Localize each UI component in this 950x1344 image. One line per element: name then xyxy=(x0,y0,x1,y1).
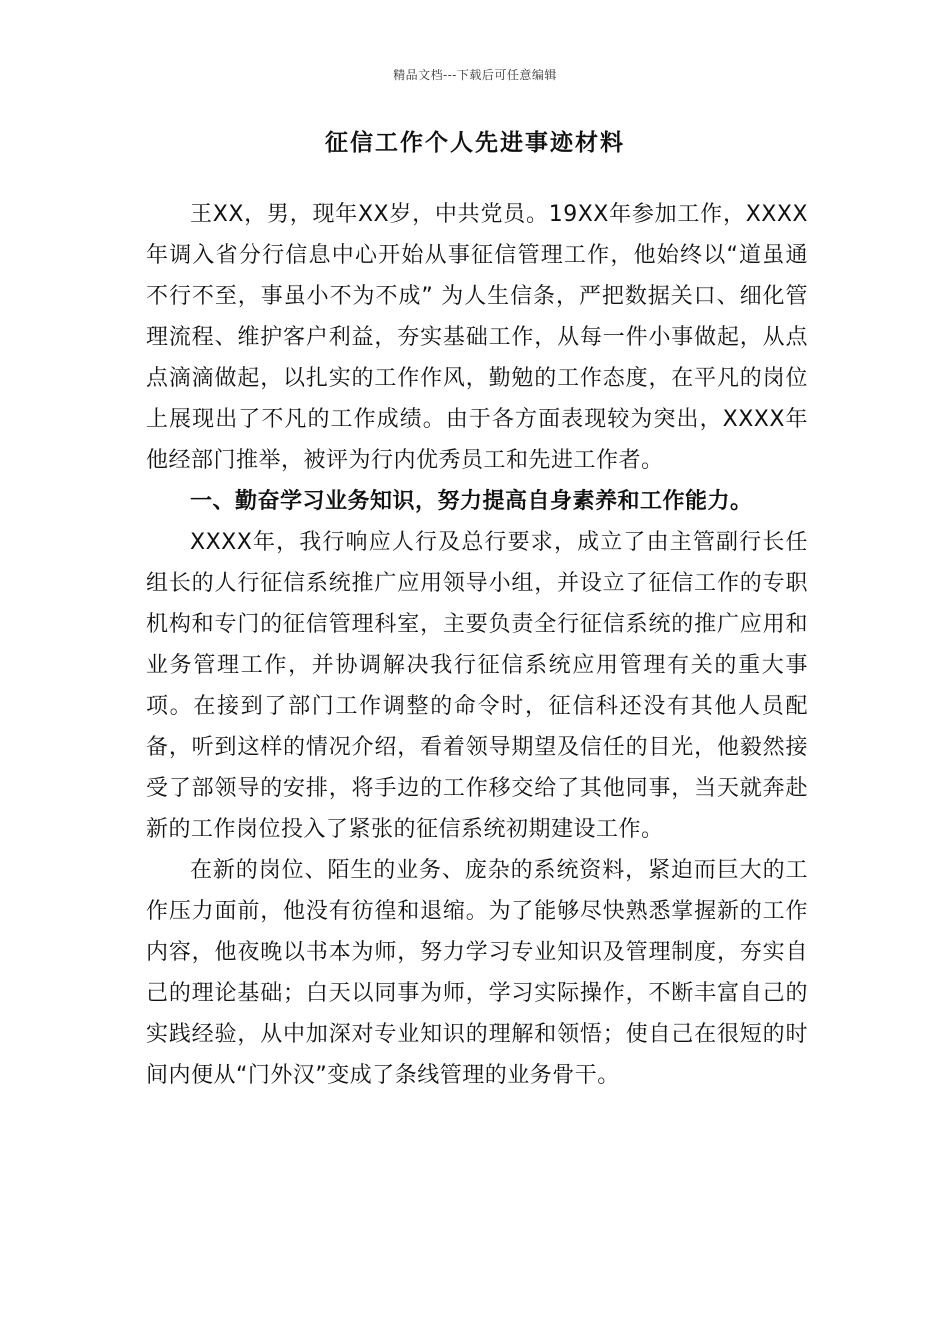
paragraph-intro: 王XX，男，现年XX岁，中共党员。19XX年参加工作，XXXX年调入省分行信息中心开始从事征信管理工作，他始终以“道虽通不行不至，事虽小不为不成” 为人生信条，严把数据关口、细化管理流程、维护客户利益，夯实基础工作，从每一件小事做起，从点点滴滴做起，以扎实的工作作风，勤勉的工作态度，在平凡的岗位上展现出了不凡的工作成绩。由于各方面表现较为突出，XXXX年他经部门推举，被评为行内优秀员工和先进工作者。 xyxy=(146,202,808,473)
page-header: 精品文档---下载后可任意编辑 xyxy=(393,68,557,82)
section-heading-1: 一、勤奋学习业务知识，努力提高自身素养和工作能力。 xyxy=(190,489,753,514)
document-body xyxy=(146,194,808,1096)
paragraph-section-1-a: XXXX年，我行响应人行及总行要求，成立了由主管副行长任组长的人行征信系统推广应用领导小组，并设立了征信工作的专职机构和专门的征信管理科室，主要负责全行征信系统的推广应用和业务管理工作，并协调解决我行征信系统应用管理有关的重大事项。在接到了部门工作调整的命令时，征信科还没有其他人员配备，听到这样的情况介绍，看着领导期望及信任的目光，他毅然接受了部领导的安排，将手边的工作移交给了其他同事，当天就奔赴新的工作岗位投入了紧张的征信系统初期建设工作。 xyxy=(146,530,808,842)
paragraph-section-1-b: 在新的岗位、陌生的业务、庞杂的系统资料，紧迫而巨大的工作压力面前，他没有彷徨和退缩。为了能够尽快熟悉掌握新的工作内容，他夜晚以书本为师，努力学习专业知识及管理制度，夯实自己的理论基础；白天以同事为师，学习实际操作，不断丰富自己的实践经验，从中加深对专业知识的理解和领悟；使自己在很短的时间内便从“门外汉”变成了条线管理的业务骨干。 xyxy=(146,858,808,1088)
document-title: 征信工作个人先进事迹材料 xyxy=(325,129,625,156)
